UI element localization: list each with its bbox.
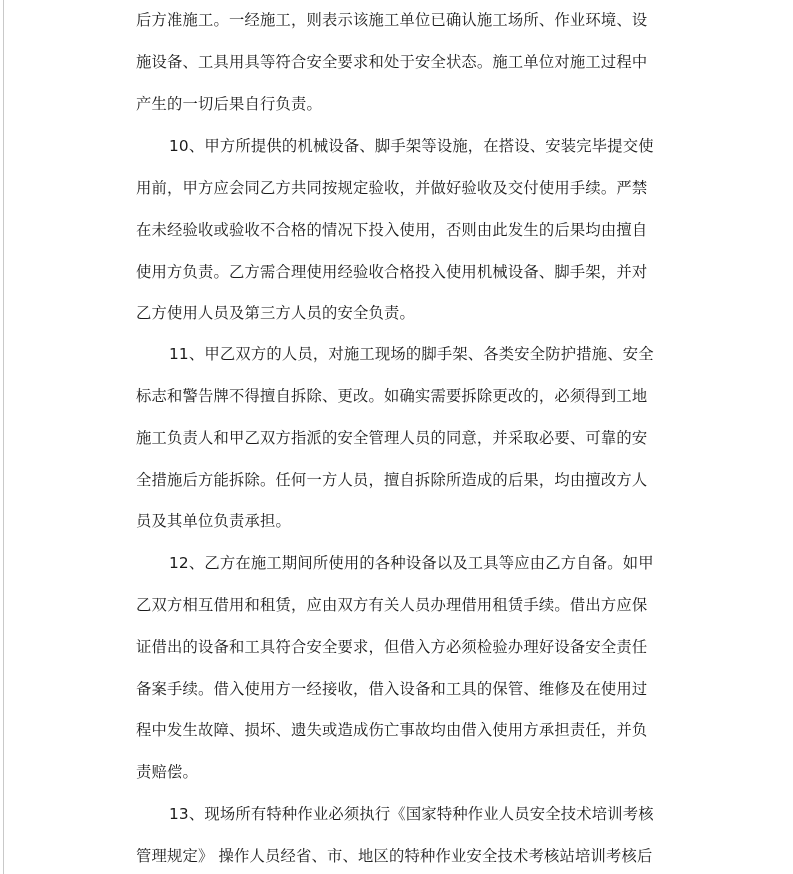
text-line: 标志和警告牌不得擅自拆除、更改。如确实需要拆除更改的，必须得到工地 [136, 387, 648, 405]
paragraph-10-first-line: 10、甲方所提供的机械设备、脚手架等设施，在搭设、安装完毕提交使 [169, 137, 654, 155]
text-line: 施工负责人和甲乙双方指派的安全管理人员的同意，并采取必要、可靠的安 [136, 429, 648, 447]
text-line: 全措施后方能拆除。任何一方人员，擅自拆除所造成的后果，均由擅改方人 [136, 471, 648, 489]
paragraph-13-first-line: 13、现场所有特种作业必须执行《国家特种作业人员安全技术培训考核 [169, 805, 654, 823]
text-line: 在未经验收或验收不合格的情况下投入使用，否则由此发生的后果均由擅自 [136, 221, 648, 239]
paragraph-11-first-line: 11、甲乙双方的人员，对施工现场的脚手架、各类安全防护措施、安全 [169, 345, 654, 363]
text-line: 证借出的设备和工具符合安全要求，但借入方必须检验办理好设备安全责任 [136, 638, 648, 656]
text-line: 用前，甲方应会同乙方共同按规定验收，并做好验收及交付使用手续。严禁 [136, 179, 648, 197]
text-line: 后方准施工。一经施工，则表示该施工单位已确认施工场所、作业环境、设 [136, 11, 648, 29]
text-line: 程中发生故障、损坏、遗失或造成伤亡事故均由借入使用方承担责任，并负 [136, 721, 648, 739]
text-line: 乙双方相互借用和租赁，应由双方有关人员办理借用租赁手续。借出方应保 [136, 596, 648, 614]
text-line: 备案手续。借入使用方一经接收，借入设备和工具的保管、维修及在使用过 [136, 680, 648, 698]
text-line: 施设备、工具用具等符合安全要求和处于安全状态。施工单位对施工过程中 [136, 53, 648, 71]
text-line: 乙方使用人员及第三方人员的安全负责。 [136, 304, 415, 322]
text-line: 管理规定》 操作人员经省、市、地区的特种作业安全技术考核站培训考核后 [136, 847, 653, 865]
text-line: 使用方负责。乙方需合理使用经验收合格投入使用机械设备、脚手架，并对 [136, 263, 648, 281]
text-line: 员及其单位负责承担。 [136, 512, 291, 530]
paragraph-12-first-line: 12、乙方在施工期间所使用的各种设备以及工具等应由乙方自备。如甲 [169, 554, 654, 572]
page-left-edge [3, 0, 4, 874]
text-line: 产生的一切后果自行负责。 [136, 95, 322, 113]
text-line: 责赔偿。 [136, 763, 198, 781]
